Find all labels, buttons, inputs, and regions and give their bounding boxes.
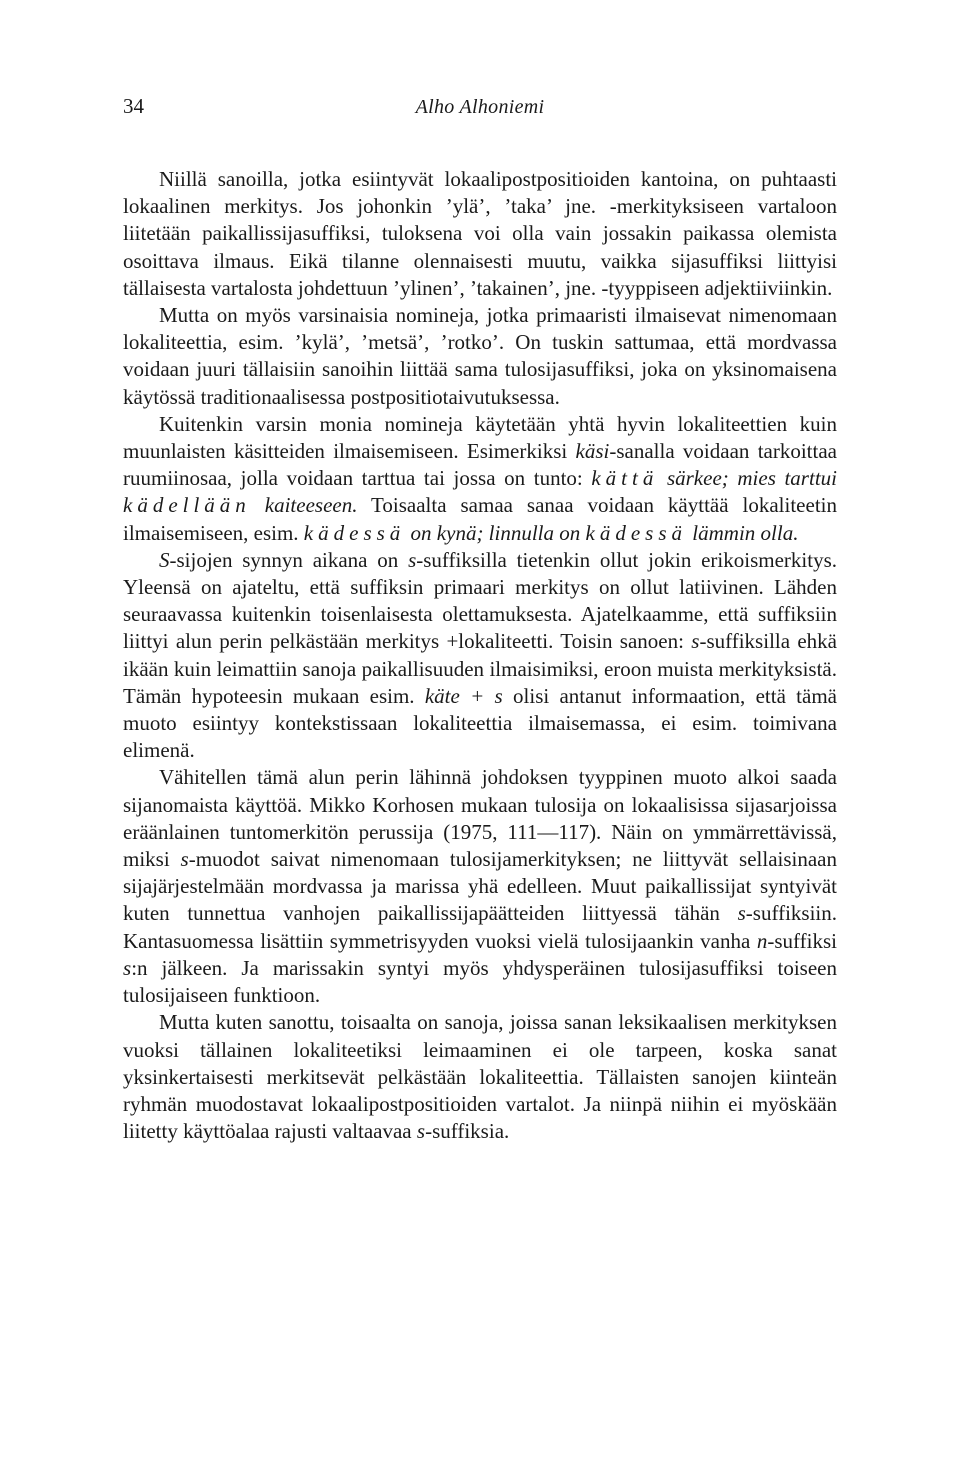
body-text xyxy=(123,166,837,1145)
paragraph xyxy=(123,411,837,547)
italic-text: särkee; mies tarttui xyxy=(658,466,837,491)
paragraph xyxy=(123,302,837,411)
text-segment: -suffiksiin. Kantasuomessa lisättiin symmetrisyyden vuoksi vielä tulosijaankin vanha xyxy=(123,901,837,953)
italic-text: käsi xyxy=(575,439,610,464)
italic-text: on kynä; linnulla on xyxy=(405,520,586,545)
paragraph xyxy=(123,547,837,765)
italic-text: käte + s xyxy=(424,683,503,708)
text-segment: Toisaalta samaa sanaa voidaan käyttää lokaliteetin ilmaisemiseen, esim. xyxy=(123,493,837,545)
italic-text: s xyxy=(408,547,417,572)
paragraph xyxy=(123,166,837,302)
paragraph xyxy=(123,764,837,1009)
text-segment: Mutta on myös varsinaisia nomineja, jotka primaaristi ilmaisevat nimenomaan lokaliteettia, esim. ’kylä’, ’metsä’, ’rotko’. On tuskin sattumaa, että mordvassa voidaan juuri tällaisiin sanoihin liittää sama tulosijasuffiksi, joka on yksinomaisena käytössä traditionaalisessa postpositiotaivutuksessa. xyxy=(123,303,837,409)
text-segment: -sanalla voidaan tarkoittaa ruumiinosaa, jolla voidaan tarttua tai jossa on tunto: xyxy=(123,439,837,491)
running-head-author: Alho Alhoniemi xyxy=(415,96,545,118)
italic-text: s xyxy=(691,629,700,654)
italic-text: lämmin olla. xyxy=(687,520,799,545)
spaced-example-word: kädessä xyxy=(303,520,406,545)
italic-text: n xyxy=(756,928,768,953)
page-number: 34 xyxy=(123,94,144,118)
italic-text: s xyxy=(737,901,746,926)
text-segment: :n jälkeen. Ja marissakin syntyi myös yhdysperäinen tulosijasuffiksi toiseen tulosijaiseen funktioon. xyxy=(123,955,837,1008)
text-segment: -suffiksi xyxy=(767,928,837,953)
page-header xyxy=(123,94,837,124)
text-segment: Niillä sanoilla, jotka esiintyvät lokaalipostpositioiden kantoina, on puhtaasti lokaalinen merkitys. Jos johonkin ’ylä’, ’taka’ jne. -merkityksiseen vartaloon liitetään paikallissijasuffiksi, tuloksena voi olla vain jossakin paikassa olemista osoittava ilmaus. Eikä tilanne olennaisesti muutu, vaikka sijasuffiksi liittyisi tällaisesta vartalosta johdettuun ’ylinen’, ’takainen’, jne. -tyyppiseen adjektiiviinkin. xyxy=(123,167,837,300)
text-segment: -suffiksilla tietenkin ollut jokin erikoismerkitys. Yleensä on ajateltu, että suffiksin primaari merkitys on ollut latiivinen. Lähden seuraavassa kuitenkin toisenlaisesta olettamuksesta. Ajatelkaamme, että suffiksiin liittyi alun perin pelkästään merkitys +lokaliteetti. Toisin sanoen: xyxy=(123,547,837,654)
text-segment: Vähitellen tämä alun perin lähinnä johdoksen tyyppinen muoto alkoi saada sijanomaista käyttöä. Mikko Korhosen mukaan tulosija on lokaalisissa sijasarjoissa eräänlainen tuntomerkitön perussija (1975, 111—117). Näin on ymmärrettävissä, miksi xyxy=(123,765,837,872)
italic-text: s xyxy=(180,847,189,872)
spaced-example-word: kättä xyxy=(591,466,659,491)
paragraph xyxy=(123,1009,837,1145)
text-segment: -suffiksia. xyxy=(425,1119,510,1144)
spaced-example-word: kädellään xyxy=(123,493,251,518)
text-segment: olisi antanut informaation, että tämä muoto esiintyy kontekstissaan lokaliteettia ilmaisemassa, ei esim. toimivana elimenä. xyxy=(123,683,837,763)
text-segment: Mutta kuten sanottu, toisaalta on sanoja, joissa sanan leksikaalisen merkityksen vuoksi tällainen lokaliteetiksi leimaaminen ei ole tarpeen, koska sanat yksinkertaisesti merkitsevät pelkästään lokaliteettia. Tällaisten sanojen kiinteän ryhmän muodostavat lokaalipostpositioiden vartalot. Ja niinpä niihin ei myöskään liitetty käyttöalaa rajusti valtaavaa xyxy=(123,1010,837,1144)
text-segment: Kuitenkin varsin monia nomineja käytetään yhtä hyvin lokaliteettien kuin muunlaisten käsitteiden ilmaisemiseen. Esimerkiksi xyxy=(123,411,837,464)
text-segment: -suffiksilla ehkä ikään kuin leimattiin sanoja paikallisuuden ilmaisimiksi, eroon muista merkityksistä. Tämän hypoteesin mukaan esim. xyxy=(123,629,838,708)
italic-text: s xyxy=(416,1119,426,1144)
text-segment: -sijojen synnyn aikana on xyxy=(169,547,409,572)
spaced-example-word: kädessä xyxy=(585,520,688,545)
italic-text: S xyxy=(159,547,170,572)
text-segment: -muodot saivat nimenomaan tulosijamerkityksen; ne liittyvät sellaisinaan sijajärjestelmään mordvassa ja marissa yhä edelleen. Muut paikallissijat syntyivät kuten tunnettua vanhojen paikallissijapäätteiden liittyessä tähän xyxy=(123,847,837,926)
italic-text: kaiteeseen. xyxy=(250,493,358,518)
italic-text: s xyxy=(123,955,132,980)
